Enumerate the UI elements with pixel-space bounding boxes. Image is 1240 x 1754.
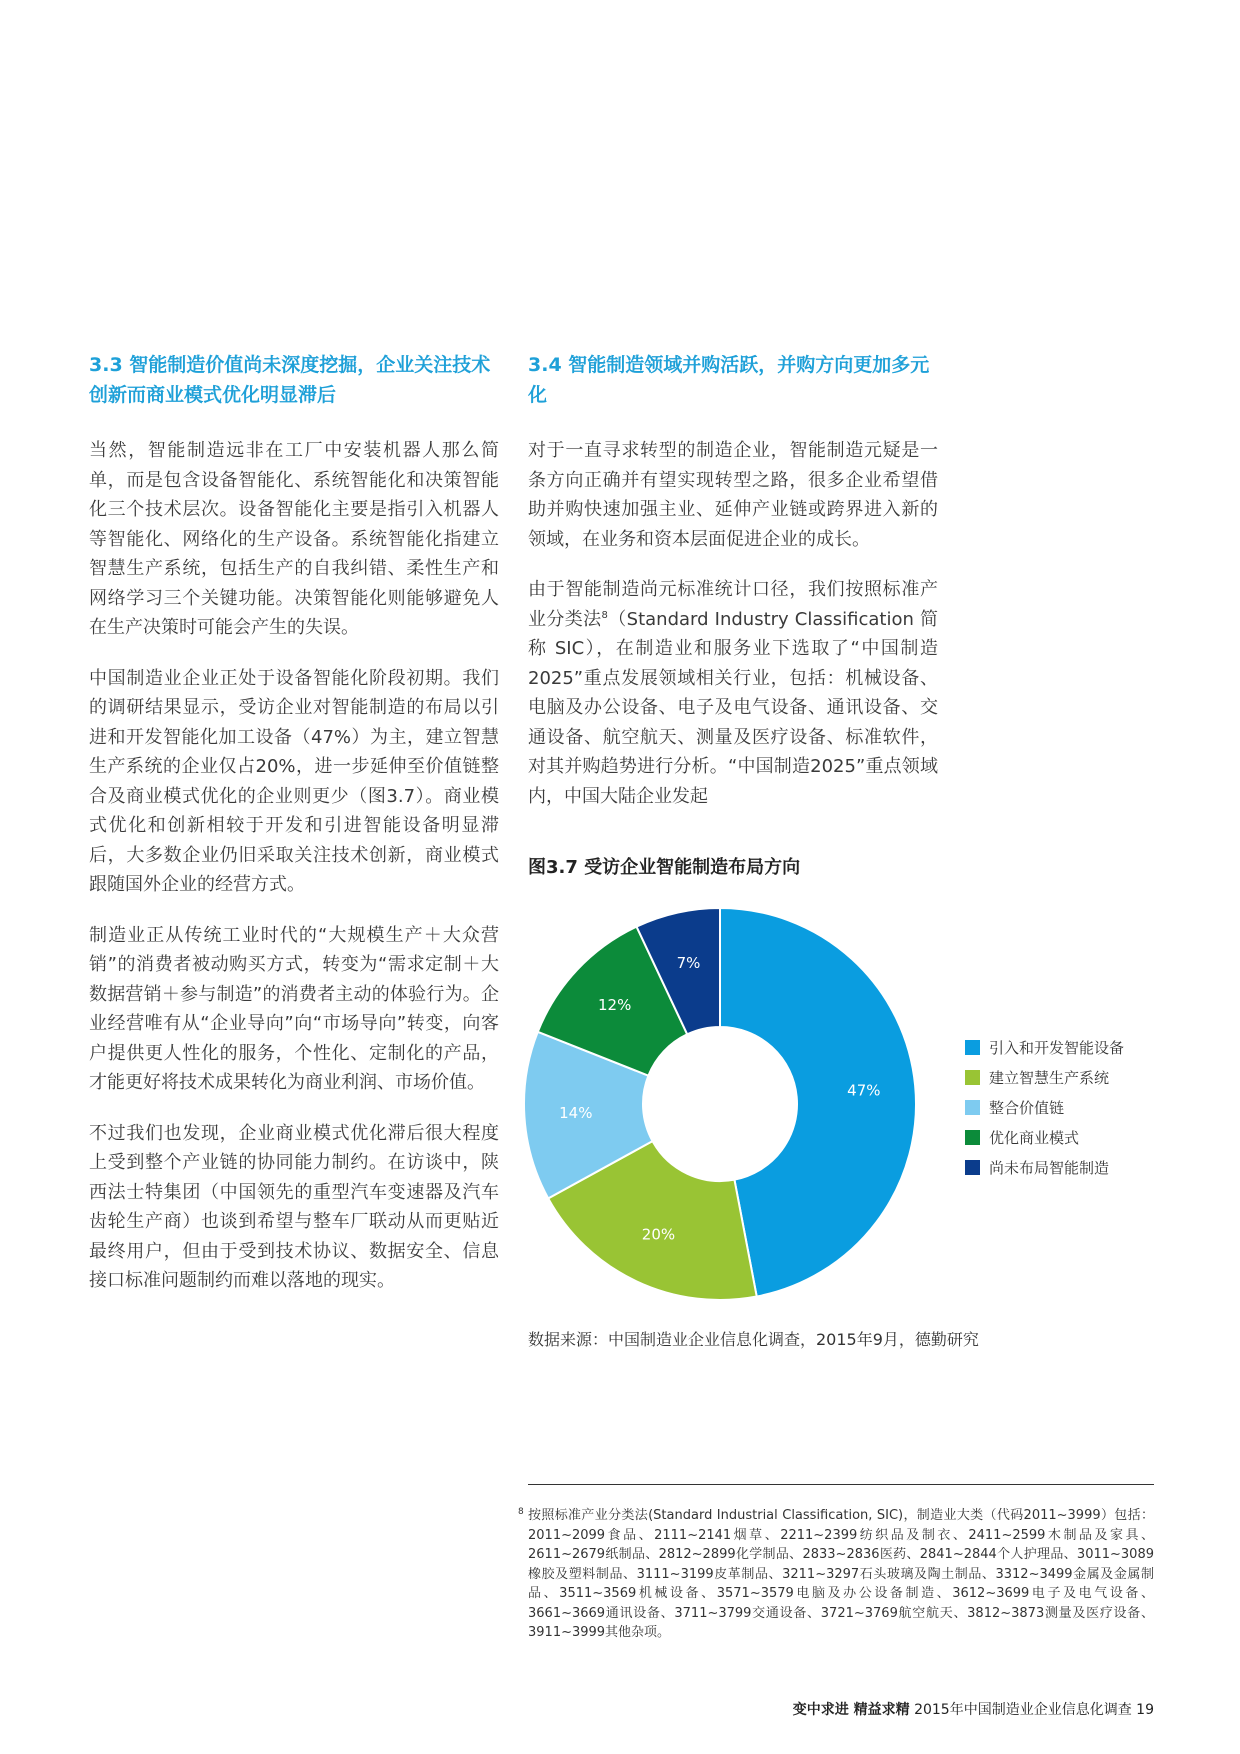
page-number: 19: [1136, 1702, 1154, 1718]
legend-label: 建立智慧生产系统: [989, 1068, 1110, 1087]
footnote-text: 按照标准产业分类法(Standard Industrial Classification, SIC)，制造业大类（代码2011~3999）包括：2011~2099食品、2111~2141烟草、2211~2399纺织品及制衣、2411~2599木制品及家具、2611~2679纸制品、2812~2899化学制品、2833~2836医药、2841~2844个人护理品、3011~3089橡胶及塑料制品、3111~3199皮革制品、3211~3297石头玻璃及陶土制品、3312~3499金属及金属制品、3511~3569机械设备、3571~3579电脑及办公设备制造、3612~3699电子及电气设备、3661~3669通讯设备、3711~3799交通设备、3721~3769航空航天、3812~3873测量及医疗设备、3911~3999其他杂项。: [528, 1508, 1154, 1640]
slice-label: 12%: [597, 996, 632, 1015]
left-paragraph-2: 中国制造业企业正处于设备智能化阶段初期。我们的调研结果显示，受访企业对智能制造的布局以引进和开发智能化加工设备（47%）为主，建立智慧生产系统的企业仅占20%，进一步延伸至价值链整合及商业模式优化的企业则更少（图3.7）。商业模式优化和创新相较于开发和引进智能设备明显滞后，大多数企业仍旧采取关注技术创新，商业模式跟随国外企业的经营方式。: [89, 667, 499, 895]
right-column: [528, 350, 938, 832]
legend-label: 优化商业模式: [989, 1128, 1080, 1147]
data-source: 数据来源：中国制造业企业信息化调查，2015年9月，德勤研究: [528, 1330, 979, 1349]
footnote: [518, 1506, 1154, 1643]
left-paragraph-3: 制造业正从传统工业时代的“大规模生产＋大众营销”的消费者被动购买方式，转变为“需求定制＋大数据营销＋参与制造”的消费者主动的体验行为。企业经营唯有从“企业导向”向“市场导向”转变，向客户提供更人性化的服务，个性化、定制化的产品，才能更好将技术成果转化为商业利润、市场价值。: [89, 924, 499, 1093]
footnote-mark: 8: [518, 1507, 524, 1517]
footnote-divider: [528, 1484, 1154, 1485]
page-footer: [793, 1699, 1154, 1719]
right-paragraph-2-start: 由于智能制造尚元标准统计口径，我们按照标准产业分类法: [528, 579, 938, 630]
footnote-reference[interactable]: 8: [601, 609, 608, 621]
legend-swatch: [965, 1100, 980, 1115]
donut-slice: [720, 908, 916, 1297]
legend-label: 尚未布局智能制造: [989, 1158, 1110, 1177]
right-paragraph-1: 对于一直寻求转型的制造企业，智能制造元疑是一条方向正确并有望实现转型之路，很多企业希望借助并购快速加强主业、延伸产业链或跨界进入新的领域，在业务和资本层面促进企业的成长。: [528, 440, 938, 550]
left-paragraph-1: 当然，智能制造远非在工厂中安装机器人那么简单，而是包含设备智能化、系统智能化和决策智能化三个技术层次。设备智能化主要是指引入机器人等智能化、网络化的生产设备。系统智能化指建立智慧生产系统，包括生产的自我纠错、柔性生产和网络学习三个关键功能。决策智能化则能够避免人在生产决策时可能会产生的失误。: [89, 440, 499, 638]
section-heading-3-3: 3.3 智能制造价值尚未深度挖掘，企业关注技术创新而商业模式优化明显滞后: [89, 354, 491, 406]
legend-item: [965, 1032, 1124, 1062]
left-column: [89, 350, 499, 1317]
left-paragraph-4: 不过我们也发现，企业商业模式优化滞后很大程度上受到整个产业链的协同能力制约。在访谈中，陕西法士特集团（中国领先的重型汽车变速器及汽车齿轮生产商）也谈到希望与整车厂联动从而更贴近最终用户，但由于受到技术协议、数据安全、信息接口标准问题制约而难以落地的现实。: [89, 1122, 499, 1291]
chart-legend: [965, 1032, 1124, 1182]
slice-label: 20%: [641, 1225, 676, 1244]
right-paragraph-2-end: （Standard Industry Classification 简称 SIC），在制造业和服务业下选取了“中国制造2025”重点发展领域相关行业，包括：机械设备、电脑及办公设备、电子及电气设备、通讯设备、交通设备、航空航天、测量及医疗设备、标准软件，对其并购趋势进行分析。“中国制造2025”重点领域内，中国大陆企业发起: [528, 608, 938, 807]
legend-swatch: [965, 1040, 980, 1055]
legend-swatch: [965, 1160, 980, 1175]
legend-swatch: [965, 1130, 980, 1145]
legend-item: [965, 1092, 1124, 1122]
legend-item: [965, 1122, 1124, 1152]
donut-chart-svg: [524, 900, 944, 1320]
slice-label: 47%: [847, 1081, 881, 1100]
footer-motto: 变中求进 精益求精: [792, 1702, 910, 1718]
legend-label: 引入和开发智能设备: [989, 1038, 1125, 1057]
legend-label: 整合价值链: [989, 1098, 1065, 1117]
footer-report-title: 2015年中国制造业企业信息化调查: [914, 1702, 1132, 1718]
legend-swatch: [965, 1070, 980, 1085]
donut-chart: [524, 900, 944, 1324]
slice-label: 14%: [559, 1104, 593, 1123]
slice-label: 7%: [676, 953, 701, 972]
legend-item: [965, 1152, 1124, 1182]
right-paragraph-2: [528, 575, 938, 811]
legend-item: [965, 1062, 1124, 1092]
figure-title: 图3.7 受访企业智能制造布局方向: [528, 857, 801, 878]
section-heading-3-4: 3.4 智能制造领域并购活跃，并购方向更加多元化: [528, 354, 930, 406]
